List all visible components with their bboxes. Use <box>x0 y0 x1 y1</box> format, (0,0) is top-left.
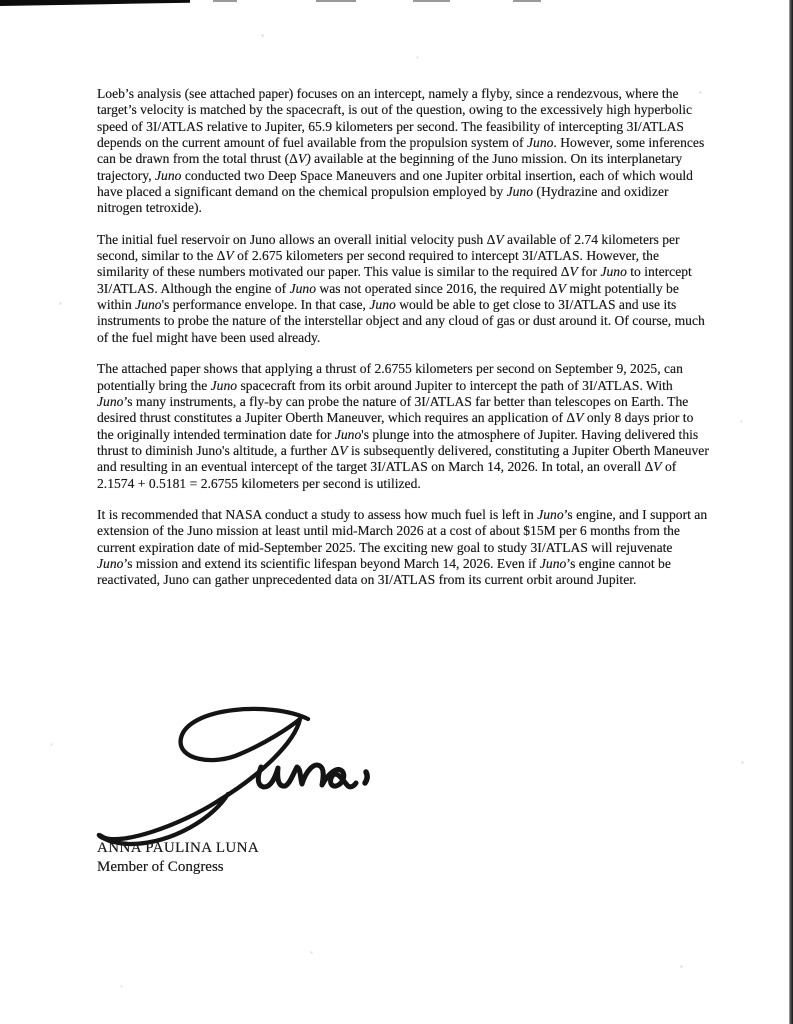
signer-title: Member of Congress <box>97 859 224 875</box>
signature-una-stroke <box>258 765 356 787</box>
signer-block <box>97 839 259 877</box>
letter-paragraph-1: Loeb’s analysis (see attached paper) focuses on an intercept, namely a flyby, since a rendezvous, where the target’s velocity is matched by the spacecraft, is out of the question, owing to the excessively high hyperbolic speed of 3I/ATLAS relative to Jupiter, 65.9 kilometers per second. The feasibility of intercepting 3I/ATLAS depends on the current amount of fuel available from the propulsion system of Juno. However, some inferences can be drawn from the total thrust (ΔV) available at the beginning of the Juno mission. On its interplanetary trajectory, Juno conducted two Deep Space Maneuvers and one Jupiter orbital insertion, each of which would have placed a significant demand on the chemical propulsion employed by Juno (Hydrazine and oxidizer nitrogen tetroxide). <box>97 86 705 216</box>
letter-paragraph-4: It is recommended that NASA conduct a study to assess how much fuel is left in Juno’s engine, and I support an extension of the Juno mission at least until mid-March 2026 at a cost of about $15M per 6 months from the current expiration date of mid-September 2025. The exciting new goal to study 3I/ATLAS will rejuvenate Juno’s mission and extend its scientific lifespan beyond March 14, 2026. Even if Juno’s engine cannot be reactivated, Juno can gather unprecedented data on 3I/ATLAS from its current orbit around Jupiter. <box>97 506 708 588</box>
letter-body <box>97 86 710 604</box>
signature-period <box>365 772 367 783</box>
scan-artifact-dash <box>513 0 541 2</box>
signature <box>75 698 375 858</box>
letter-paragraph-2: The initial fuel reservoir on Juno allows an overall initial velocity push ΔV available of 2.74 kilometers per second, similar to the ΔV of 2.675 kilometers per second required to intercept 3I/ATLAS. However, the similarity of these numbers motivated our paper. This value is similar to the required ΔV for Juno to intercept 3I/ATLAS. Although the engine of Juno was not operated since 2016, the required ΔV might potentially be within Juno's performance envelope. In that case, Juno would be able to get close to 3I/ATLAS and use its instruments to probe the nature of the interstellar object and any cloud of gas or dust around it. Of course, much of the fuel might have been used already. <box>97 231 705 345</box>
scan-artifact-top-bar <box>0 0 190 6</box>
scan-artifact-dash <box>316 0 356 2</box>
scan-speckles <box>0 0 1 1</box>
signer-name: ANNA PAULINA LUNA <box>97 840 260 856</box>
scan-artifact-right-edge <box>789 0 793 1024</box>
scan-artifact-dash <box>213 0 237 2</box>
scan-artifact-dash <box>413 0 450 2</box>
letter-paragraph-3: The attached paper shows that applying a thrust of 2.6755 kilometers per second on September 9, 2025, can potentially bring the Juno spacecraft from its orbit around Jupiter to intercept the path of 3I/ATLAS. With Juno’s many instruments, a fly-by can probe the nature of 3I/ATLAS far better than telescopes on Earth. The desired thrust constitutes a Jupiter Oberth Maneuver, which requires an application of ΔV only 8 days prior to the originally intended termination date for Juno's plunge into the atmosphere of Jupiter. Having delivered this thrust to diminish Juno's altitude, a further ΔV is subsequently delivered, constituting a Jupiter Oberth Maneuver and resulting in an eventual intercept of the target 3I/ATLAS on March 14, 2026. In total, an overall ΔV of 2.1574 + 0.5181 = 2.6755 kilometers per second is utilized. <box>97 361 709 491</box>
